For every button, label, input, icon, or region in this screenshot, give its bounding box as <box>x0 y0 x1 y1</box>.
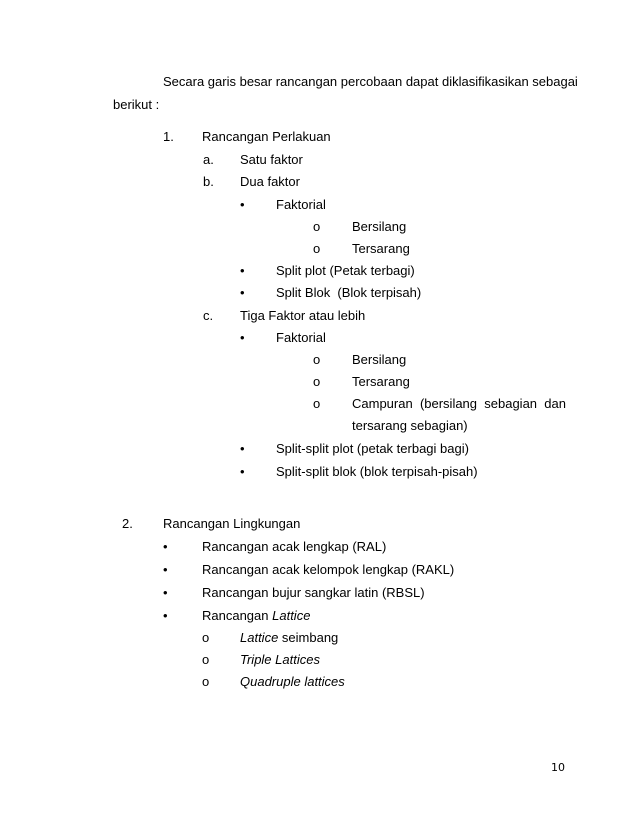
lattice-word: Lattice <box>272 608 311 623</box>
section-1-number: 1. <box>163 129 174 144</box>
c-tersarang: Tersarang <box>352 374 410 389</box>
bullet-icon: • <box>163 539 168 554</box>
c-split-split-plot: Split-split plot (petak terbagi bagi) <box>276 441 469 456</box>
item-a-marker: a. <box>203 152 214 167</box>
section-1-title: Rancangan Perlakuan <box>202 129 331 144</box>
section-2-title: Rancangan Lingkungan <box>163 516 301 531</box>
circle-bullet-icon: o <box>313 396 321 411</box>
list-item: Rancangan acak kelompok lengkap (RAKL) <box>202 562 455 577</box>
page-number: 10 <box>551 761 565 774</box>
campuran-word: sebagian <box>484 396 538 411</box>
b-split-blok: Split Blok (Blok terpisah) <box>276 285 422 300</box>
bullet-icon: • <box>240 263 245 278</box>
item-a-text: Satu faktor <box>240 152 303 167</box>
bullet-icon: • <box>240 441 245 456</box>
circle-bullet-icon: o <box>202 630 210 645</box>
sub-triple-lattices: Triple Lattices <box>240 652 320 667</box>
bullet-icon: • <box>163 562 168 577</box>
c-campuran-line-2: tersarang sebagian) <box>352 418 468 433</box>
sub-quadruple-lattices: Quadruple lattices <box>240 674 345 689</box>
lattice-prefix: Rancangan <box>202 608 273 623</box>
list-item: Rancangan bujur sangkar latin (RBSL) <box>202 585 425 600</box>
campuran-word: (bersilang <box>419 396 478 411</box>
lattice-word: Lattice <box>240 630 279 645</box>
bullet-icon: • <box>240 330 245 345</box>
bullet-icon: • <box>163 608 168 623</box>
b-split-plot: Split plot (Petak terbagi) <box>276 263 415 278</box>
bullet-icon: • <box>240 285 245 300</box>
c-bersilang: Bersilang <box>352 352 407 367</box>
item-b-marker: b. <box>203 174 214 189</box>
intro-line-1: Secara garis besar rancangan percobaan dapat diklasifikasikan sebagai <box>163 74 578 89</box>
circle-bullet-icon: o <box>202 652 210 667</box>
c-split-split-blok: Split-split blok (blok terpisah-pisah) <box>276 464 478 479</box>
b-tersarang: Tersarang <box>352 241 410 256</box>
b-bersilang: Bersilang <box>352 219 407 234</box>
b-faktorial: Faktorial <box>276 197 326 212</box>
seimbang-text: seimbang <box>278 630 339 645</box>
circle-bullet-icon: o <box>313 219 321 234</box>
campuran-word: dan <box>544 396 566 411</box>
c-campuran-line-1 <box>352 396 566 412</box>
campuran-word: Campuran <box>352 396 413 411</box>
list-item: Rancangan acak lengkap (RAL) <box>202 539 387 554</box>
item-c-marker: c. <box>203 308 214 323</box>
circle-bullet-icon: o <box>313 374 321 389</box>
bullet-icon: • <box>240 197 245 212</box>
bullet-icon: • <box>163 585 168 600</box>
section-2-number: 2. <box>122 516 133 531</box>
intro-line-2: berikut : <box>113 97 160 112</box>
sub-lattice-seimbang <box>240 630 338 646</box>
circle-bullet-icon: o <box>313 241 321 256</box>
c-faktorial: Faktorial <box>276 330 326 345</box>
item-c-text: Tiga Faktor atau lebih <box>240 308 366 323</box>
circle-bullet-icon: o <box>313 352 321 367</box>
bullet-icon: • <box>240 464 245 479</box>
circle-bullet-icon: o <box>202 674 210 689</box>
list-item-lattice <box>202 608 310 624</box>
item-b-text: Dua faktor <box>240 174 300 189</box>
